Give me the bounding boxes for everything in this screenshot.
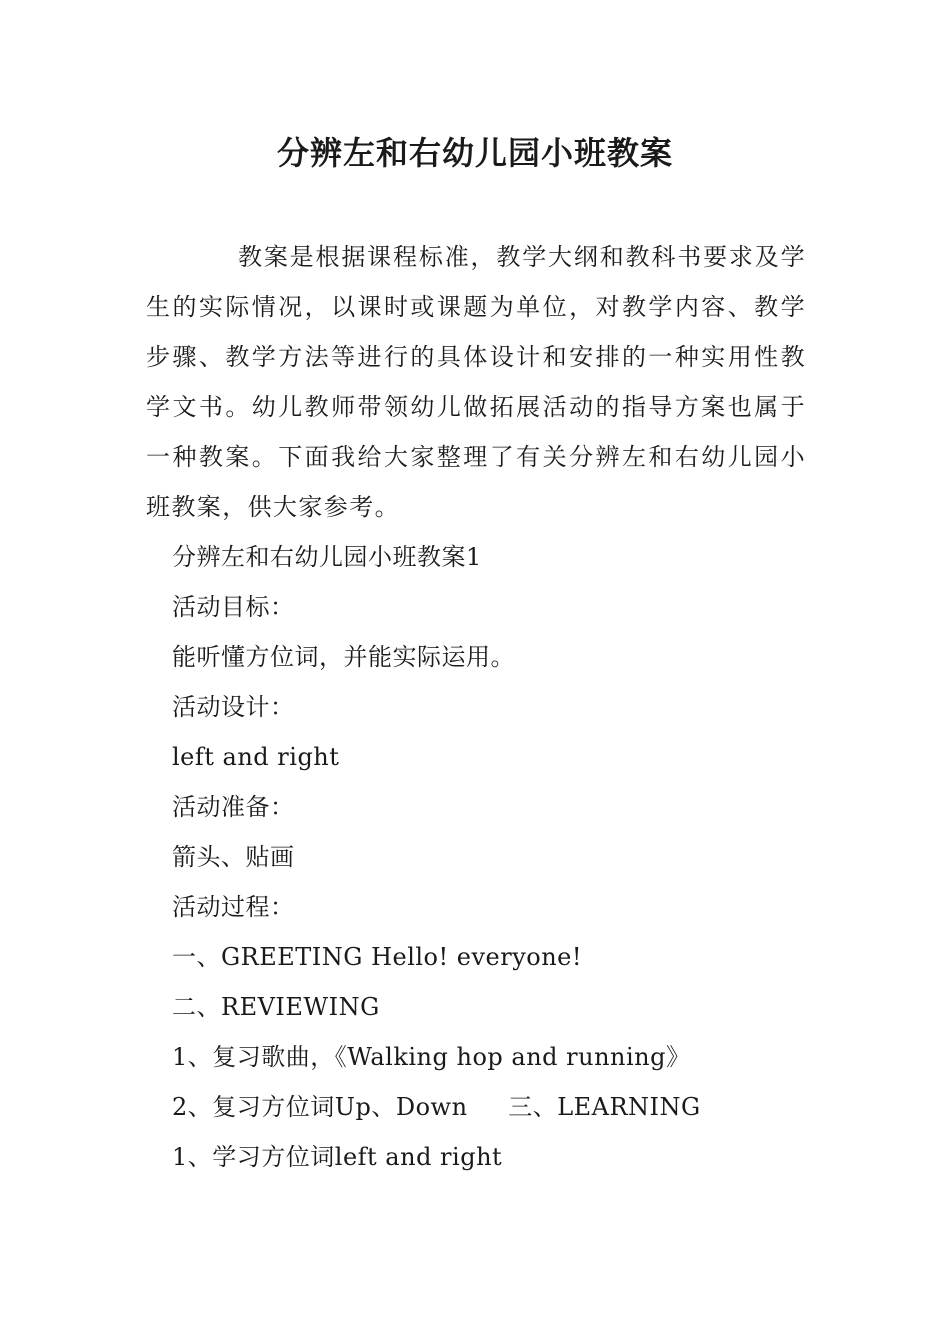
- section-heading: 分辨左和右幼儿园小班教案1: [172, 543, 482, 571]
- activity-goal-label: 活动目标：: [172, 593, 295, 621]
- process-step: 二、REVIEWING: [172, 993, 380, 1021]
- process-step: 一、GREETING Hello! everyone!: [172, 943, 583, 971]
- activity-design-label: 活动设计：: [172, 693, 295, 721]
- activity-process-label: 活动过程：: [172, 893, 295, 921]
- process-step: 1、复习歌曲，《Walking hop and running》: [172, 1043, 691, 1071]
- lesson-content: [172, 532, 812, 1182]
- document-title: 分辨左和右幼儿园小班教案: [276, 134, 673, 172]
- activity-prep-label: 活动准备：: [172, 793, 295, 821]
- intro-paragraph: 教案是根据课程标准，教学大纲和教科书要求及学生的实际情况，以课时或课题为单位，对教学内容、教学步骤、教学方法等进行的具体设计和安排的一种实用性教学文书。幼儿教师带领幼儿做拓展活动的指导方案也属于一种教案。下面我给大家整理了有关分辨左和右幼儿园小班教案，供大家参考。: [146, 243, 806, 521]
- activity-goal-text: 能听懂方位词，并能实际运用。: [172, 643, 515, 671]
- activity-prep-text: 箭头、贴画: [172, 843, 295, 871]
- process-step: 2、复习方位词Up、Down 三、LEARNING: [172, 1093, 701, 1121]
- activity-design-text: left and right: [172, 743, 340, 771]
- process-step: 1、学习方位词left and right: [172, 1143, 503, 1171]
